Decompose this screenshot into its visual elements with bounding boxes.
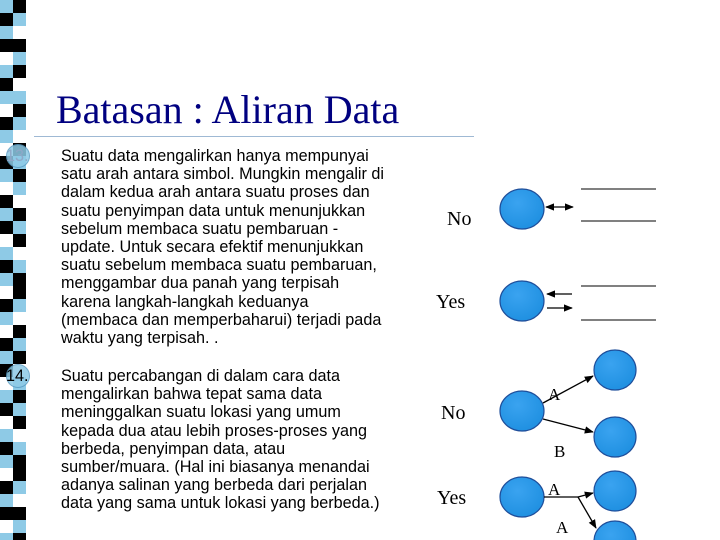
process-circle — [500, 189, 544, 229]
example-2-verdict: Yes — [436, 291, 466, 313]
flow-label-b: B — [554, 442, 566, 461]
process-circle — [500, 391, 544, 431]
paragraph-line: Suatu percabangan di dalam cara data — [61, 367, 340, 385]
flow-arrow-fork-bottom — [578, 497, 596, 528]
slide-title: Batasan : Aliran Data — [56, 87, 400, 132]
paragraph-line: Suatu data mengalirkan hanya mempunyai — [61, 147, 369, 165]
process-circle — [500, 281, 544, 321]
paragraph-line: suatu penyimpan data untuk menunjukkan — [61, 201, 366, 220]
bullet-number: 13. — [6, 147, 29, 165]
paragraph-line: sebelum membaca suatu pembaruan - — [61, 219, 339, 238]
flow-arrow-fork-top — [578, 493, 593, 497]
paragraph-line: mengalirkan bahwa tepat sama data — [61, 385, 322, 404]
example-two-label-branch — [500, 350, 636, 457]
example-3-verdict: No — [441, 402, 466, 424]
paragraph-line: kepada dua atau lebih proses-proses yang — [61, 421, 367, 440]
paragraph-line: berbeda, penyimpan data, atau — [61, 439, 286, 458]
paragraph-line: karena langkah-langkah keduanya — [61, 292, 309, 311]
paragraph-line: data yang sama untuk lokasi yang berbeda.) — [61, 494, 380, 513]
paragraph-line: adanya salinan yang berbeda dari perjalan — [61, 476, 367, 495]
process-circle — [594, 521, 636, 540]
example-separate-flows — [500, 281, 656, 321]
paragraph-line: (membaca dan memperbaharui) terjadi pada — [61, 310, 382, 329]
paragraph-line: menggambar dua panah yang terpisah — [61, 274, 340, 293]
paragraph-line: dalam kedua arah antara suatu proses dan — [61, 183, 370, 202]
flow-label-a: A — [548, 385, 561, 404]
paragraph-line: sumber/muara. (Hal ini biasanya menandai — [61, 458, 370, 477]
flow-label-a-top: A — [548, 480, 561, 499]
paragraph-line: waktu yang terpisah. . — [61, 329, 219, 348]
example-bidirectional-flow — [500, 189, 656, 229]
bullet-number: 14. — [6, 367, 29, 385]
process-circle — [500, 477, 544, 517]
process-circle — [594, 417, 636, 457]
paragraph-line: meninggalkan suatu lokasi yang umum — [61, 403, 341, 422]
paragraph-line: suatu sebelum membaca suatu pembaruan, — [61, 256, 377, 275]
flow-arrow-b — [543, 419, 593, 432]
process-circle — [594, 471, 636, 511]
paragraph-line: satu arah antara simbol. Mungkin mengalir di — [61, 165, 385, 184]
process-circle — [594, 350, 636, 390]
paragraph-line: update. Untuk secara efektif menunjukkan — [61, 238, 364, 257]
flow-label-a-bottom: A — [556, 518, 569, 537]
example-4-verdict: Yes — [437, 487, 467, 509]
example-1-verdict: No — [447, 208, 472, 230]
